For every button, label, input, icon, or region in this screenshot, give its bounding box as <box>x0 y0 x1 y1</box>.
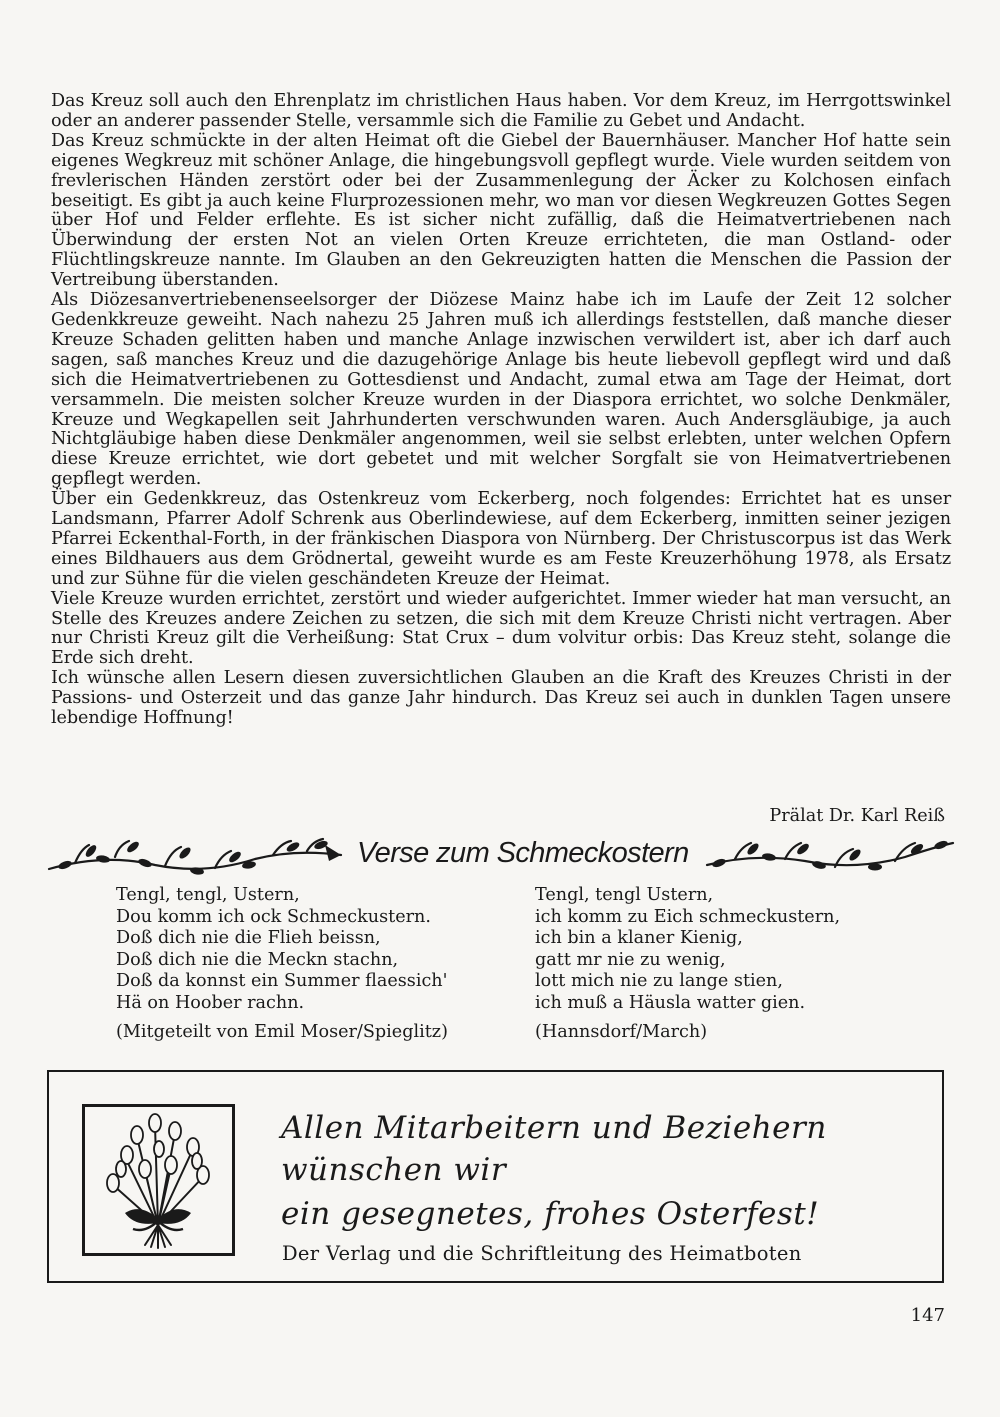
greeting-line-3: ein gesegnetes, frohes Osterfest! <box>281 1196 820 1232</box>
pussy-willow-garland-left-icon <box>45 835 345 881</box>
article-body <box>51 92 951 729</box>
pussy-willow-garland-right-icon <box>705 835 955 881</box>
poem-line: gatt mr nie zu wenig, <box>535 949 726 970</box>
pussy-willow-bouquet-icon <box>85 1107 232 1253</box>
greeting-line-2: wünschen wir <box>281 1152 507 1188</box>
article-paragraph: Als Diözesanvertriebenenseelsorger der Diözese Mainz habe ich im Laufe der Zeit 12 solcher Gedenkkreuze geweiht. Nach nahezu 25 Jahren muß ich allerdings feststellen, daß manche dieser Kreuze Schaden gelitten haben und manche Anlage inzwischen verwildert ist, aber ich darf auch sagen, saß manches Kreuz und die dazugehörige Anlage bis heute liebevoll gepflegt wird und daß sich die Heimatvertriebenen zu Gottesdienst und Andacht, zumal etwa am Tage der Heimat, dort versammeln. Die meisten solcher Kreuze wurden in der Diaspora errichtet, wo solche Denkmäler, Kreuze und Wegkapellen seit Jahrhunderten verschwunden waren. Auch Andersgläubige, ja auch Nichtgläubige haben diese Denkmäler angenommen, weil sie selbst erlebten, unter welchen Opfern diese Kreuze errichtet, wie dort gebetet und mit welcher Sorgfalt sie von Heimatvertriebenen gepflegt werden. <box>51 290 951 490</box>
poem-spieglitz <box>116 885 516 1043</box>
greeting-line-1: Allen Mitarbeitern und Beziehern <box>281 1110 827 1146</box>
bouquet-frame <box>82 1104 235 1256</box>
poem-line: lott mich nie zu lange stien, <box>535 971 783 992</box>
poem-line: Tengl, tengl, Ustern, <box>116 885 300 905</box>
poem-line: Doß dich nie die Flieh beissn, <box>116 928 381 949</box>
poem-line: Doß da konnst ein Summer flaessich' <box>116 971 448 992</box>
poem-credit: (Mitgeteilt von Emil Moser/Spieglitz) <box>116 1021 448 1042</box>
easter-greeting-box <box>47 1070 944 1283</box>
poem-line: Hä on Hoober rachn. <box>116 992 305 1013</box>
article-paragraph: Viele Kreuze wurden errichtet, zerstört und wieder aufgerichtet. Immer wieder hat man versucht, an Stelle des Kreuzes andere Zeichen zu setzen, die sich mit dem Kreuze Christi nicht vertragen. Aber nur Christi Kreuz gilt die Verheißung: Stat Crux – dum volvitur orbis: Das Kreuz steht, solange die Erde sich dreht. <box>51 588 951 669</box>
poem-line: ich muß a Häusla watter gien. <box>535 992 806 1013</box>
poem-credit: (Hannsdorf/March) <box>535 1021 708 1042</box>
verse-title: Verse zum Schmeckostern <box>357 837 689 869</box>
poem-line: ich bin a klaner Kienig, <box>535 928 743 949</box>
poem-line: Dou komm ich ock Schmeckustern. <box>116 906 431 927</box>
article-paragraph: Das Kreuz schmückte in der alten Heimat oft die Giebel der Bauernhäuser. Mancher Hof hatte sein eigenes Wegkreuz mit schöner Anlage, die hingebungsvoll gepflegt wurde. Viele wurden seitdem von frevlerischen Händen zerstört oder bei der Zusammenlegung der Äcker zu Kolchosen einfach beseitigt. Es gibt ja auch keine Flurprozessionen mehr, wo man vor diesen Wegkreuzen Gottes Segen über Hof und Felder erflehte. Es ist sicher nicht zufällig, daß die Heimatvertriebenen nach Überwindung der ersten Not an vielen Orten Kreuze errichteten, die man Ostland- oder Flüchtlingskreuze nannte. Im Glauben an den Gekreuzigten hatten die Menschen die Passion der Vertreibung überstanden. <box>51 130 951 291</box>
author-signature: Prälat Dr. Karl Reiß <box>769 806 945 826</box>
article-paragraph: Das Kreuz soll auch den Ehrenplatz im christlichen Haus haben. Vor dem Kreuz, im Herrgottswinkel oder an anderer passender Stelle, versammle sich die Familie zu Gebet und Andacht. <box>51 91 951 131</box>
publisher-line: Der Verlag und die Schriftleitung des Heimatboten <box>282 1242 802 1265</box>
poem-hannsdorf <box>535 885 935 1043</box>
verse-heading <box>45 835 955 881</box>
article-paragraph: Ich wünsche allen Lesern diesen zuversichtlichen Glauben an die Kraft des Kreuzes Christi in der Passions- und Osterzeit und das ganze Jahr hindurch. Das Kreuz sei auch in dunklen Tagen unsere lebendige Hoffnung! <box>51 668 951 729</box>
poem-line: ich komm zu Eich schmeckustern, <box>535 906 841 927</box>
page-number: 147 <box>910 1305 945 1326</box>
article-paragraph: Über ein Gedenkkreuz, das Ostenkreuz vom Eckerberg, noch folgendes: Errichtet hat es unser Landsmann, Pfarrer Adolf Schrenk aus Oberlindewiese, auf dem Eckerberg, inmitten seiner jezigen Pfarrei Eckenthal-Forth, in der fränkischen Diaspora von Nürnberg. Der Christuscorpus ist das Werk eines Bildhauers aus dem Grödnertal, geweiht wurde es am Feste Kreuzerhöhung 1978, als Ersatz und zur Sühne für die vielen geschändeten Kreuze der Heimat. <box>51 489 951 589</box>
poem-line: Doß dich nie die Meckn stachn, <box>116 949 399 970</box>
poem-line: Tengl, tengl Ustern, <box>535 885 714 905</box>
